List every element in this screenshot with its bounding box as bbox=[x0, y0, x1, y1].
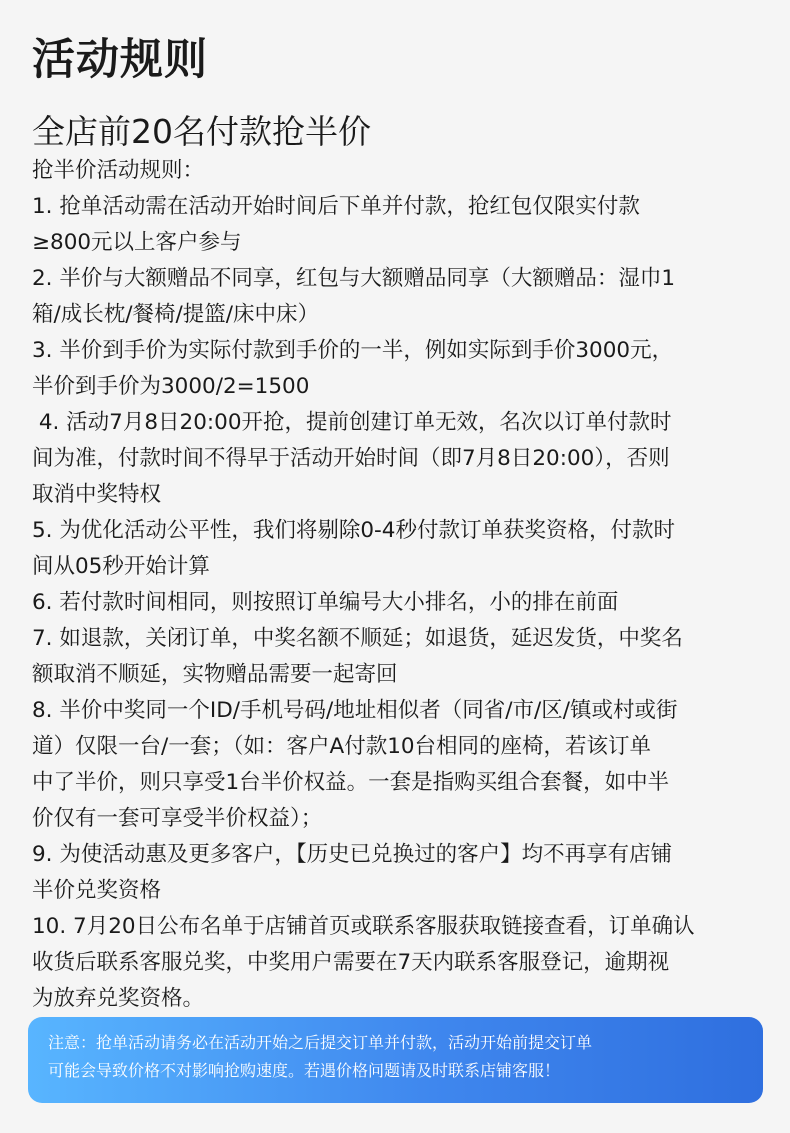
notice-line: 注意：抢单活动请务必在活动开始之后提交订单并付款，活动开始前提交订单 bbox=[48, 1033, 593, 1052]
rule-line: 3. 半价到手价为实际付款到手价的一半，例如实际到手价3000元， bbox=[32, 338, 674, 363]
promo-subtitle: 全店前20名付款抢半价 bbox=[32, 112, 371, 151]
notice-line: 可能会导致价格不对影响抢购速度。若遇价格问题请及时联系店铺客服！ bbox=[48, 1061, 561, 1080]
rule-line: 半价兑奖资格 bbox=[32, 878, 162, 903]
rule-line: 9. 为使活动惠及更多客户，【历史已兑换过的客户】均不再享有店铺 bbox=[32, 842, 673, 867]
rule-line: 8. 半价中奖同一个ID/手机号码/地址相似者（同省/市/区/镇或村或街 bbox=[32, 698, 678, 723]
rule-line: 4. 活动7月8日20:00开抢，提前创建订单无效，名次以订单付款时 bbox=[32, 410, 672, 435]
rule-line: 间从05秒开始计算 bbox=[32, 554, 210, 579]
rule-line: 额取消不顺延，实物赠品需要一起寄回 bbox=[32, 662, 398, 687]
rule-line: 10. 7月20日公布名单于店铺首页或联系客服获取链接查看，订单确认 bbox=[32, 914, 695, 939]
rule-line: 收货后联系客服兑奖，中奖用户需要在7天内联系客服登记，逾期视 bbox=[32, 950, 670, 975]
rule-line: 箱/成长枕/餐椅/提篮/床中床） bbox=[32, 302, 319, 327]
rule-line: 6. 若付款时间相同，则按照订单编号大小排名，小的排在前面 bbox=[32, 590, 619, 615]
rules-text bbox=[32, 153, 767, 1017]
rule-line: 中了半价，则只享受1台半价权益。一套是指购买组合套餐，如中半 bbox=[32, 770, 670, 795]
rule-line: 7. 如退款，关闭订单，中奖名额不顺延；如退货，延迟发货，中奖名 bbox=[32, 626, 683, 651]
rule-line: 取消中奖特权 bbox=[32, 482, 162, 507]
rule-line: 间为准，付款时间不得早于活动开始时间（即7月8日20:00），否则 bbox=[32, 446, 670, 471]
rule-line: 为放弃兑奖资格。 bbox=[32, 986, 205, 1011]
rule-line: ≥800元以上客户参与 bbox=[32, 230, 242, 255]
page-title: 活动规则 bbox=[32, 35, 208, 85]
rules-heading: 抢半价活动规则： bbox=[32, 158, 205, 183]
notice-banner bbox=[28, 1017, 763, 1103]
rule-line: 道）仅限一台/一套；（如：客户A付款10台相同的座椅，若该订单 bbox=[32, 734, 652, 759]
rule-line: 半价到手价为3000/2=1500 bbox=[32, 374, 310, 399]
rule-line: 5. 为优化活动公平性，我们将剔除0-4秒付款订单获奖资格，付款时 bbox=[32, 518, 675, 543]
rule-line: 2. 半价与大额赠品不同享，红包与大额赠品同享（大额赠品：湿巾1 bbox=[32, 266, 676, 291]
rule-line: 价仅有一套可享受半价权益）； bbox=[32, 806, 323, 831]
rule-line: 1. 抢单活动需在活动开始时间后下单并付款，抢红包仅限实付款 bbox=[32, 194, 640, 219]
